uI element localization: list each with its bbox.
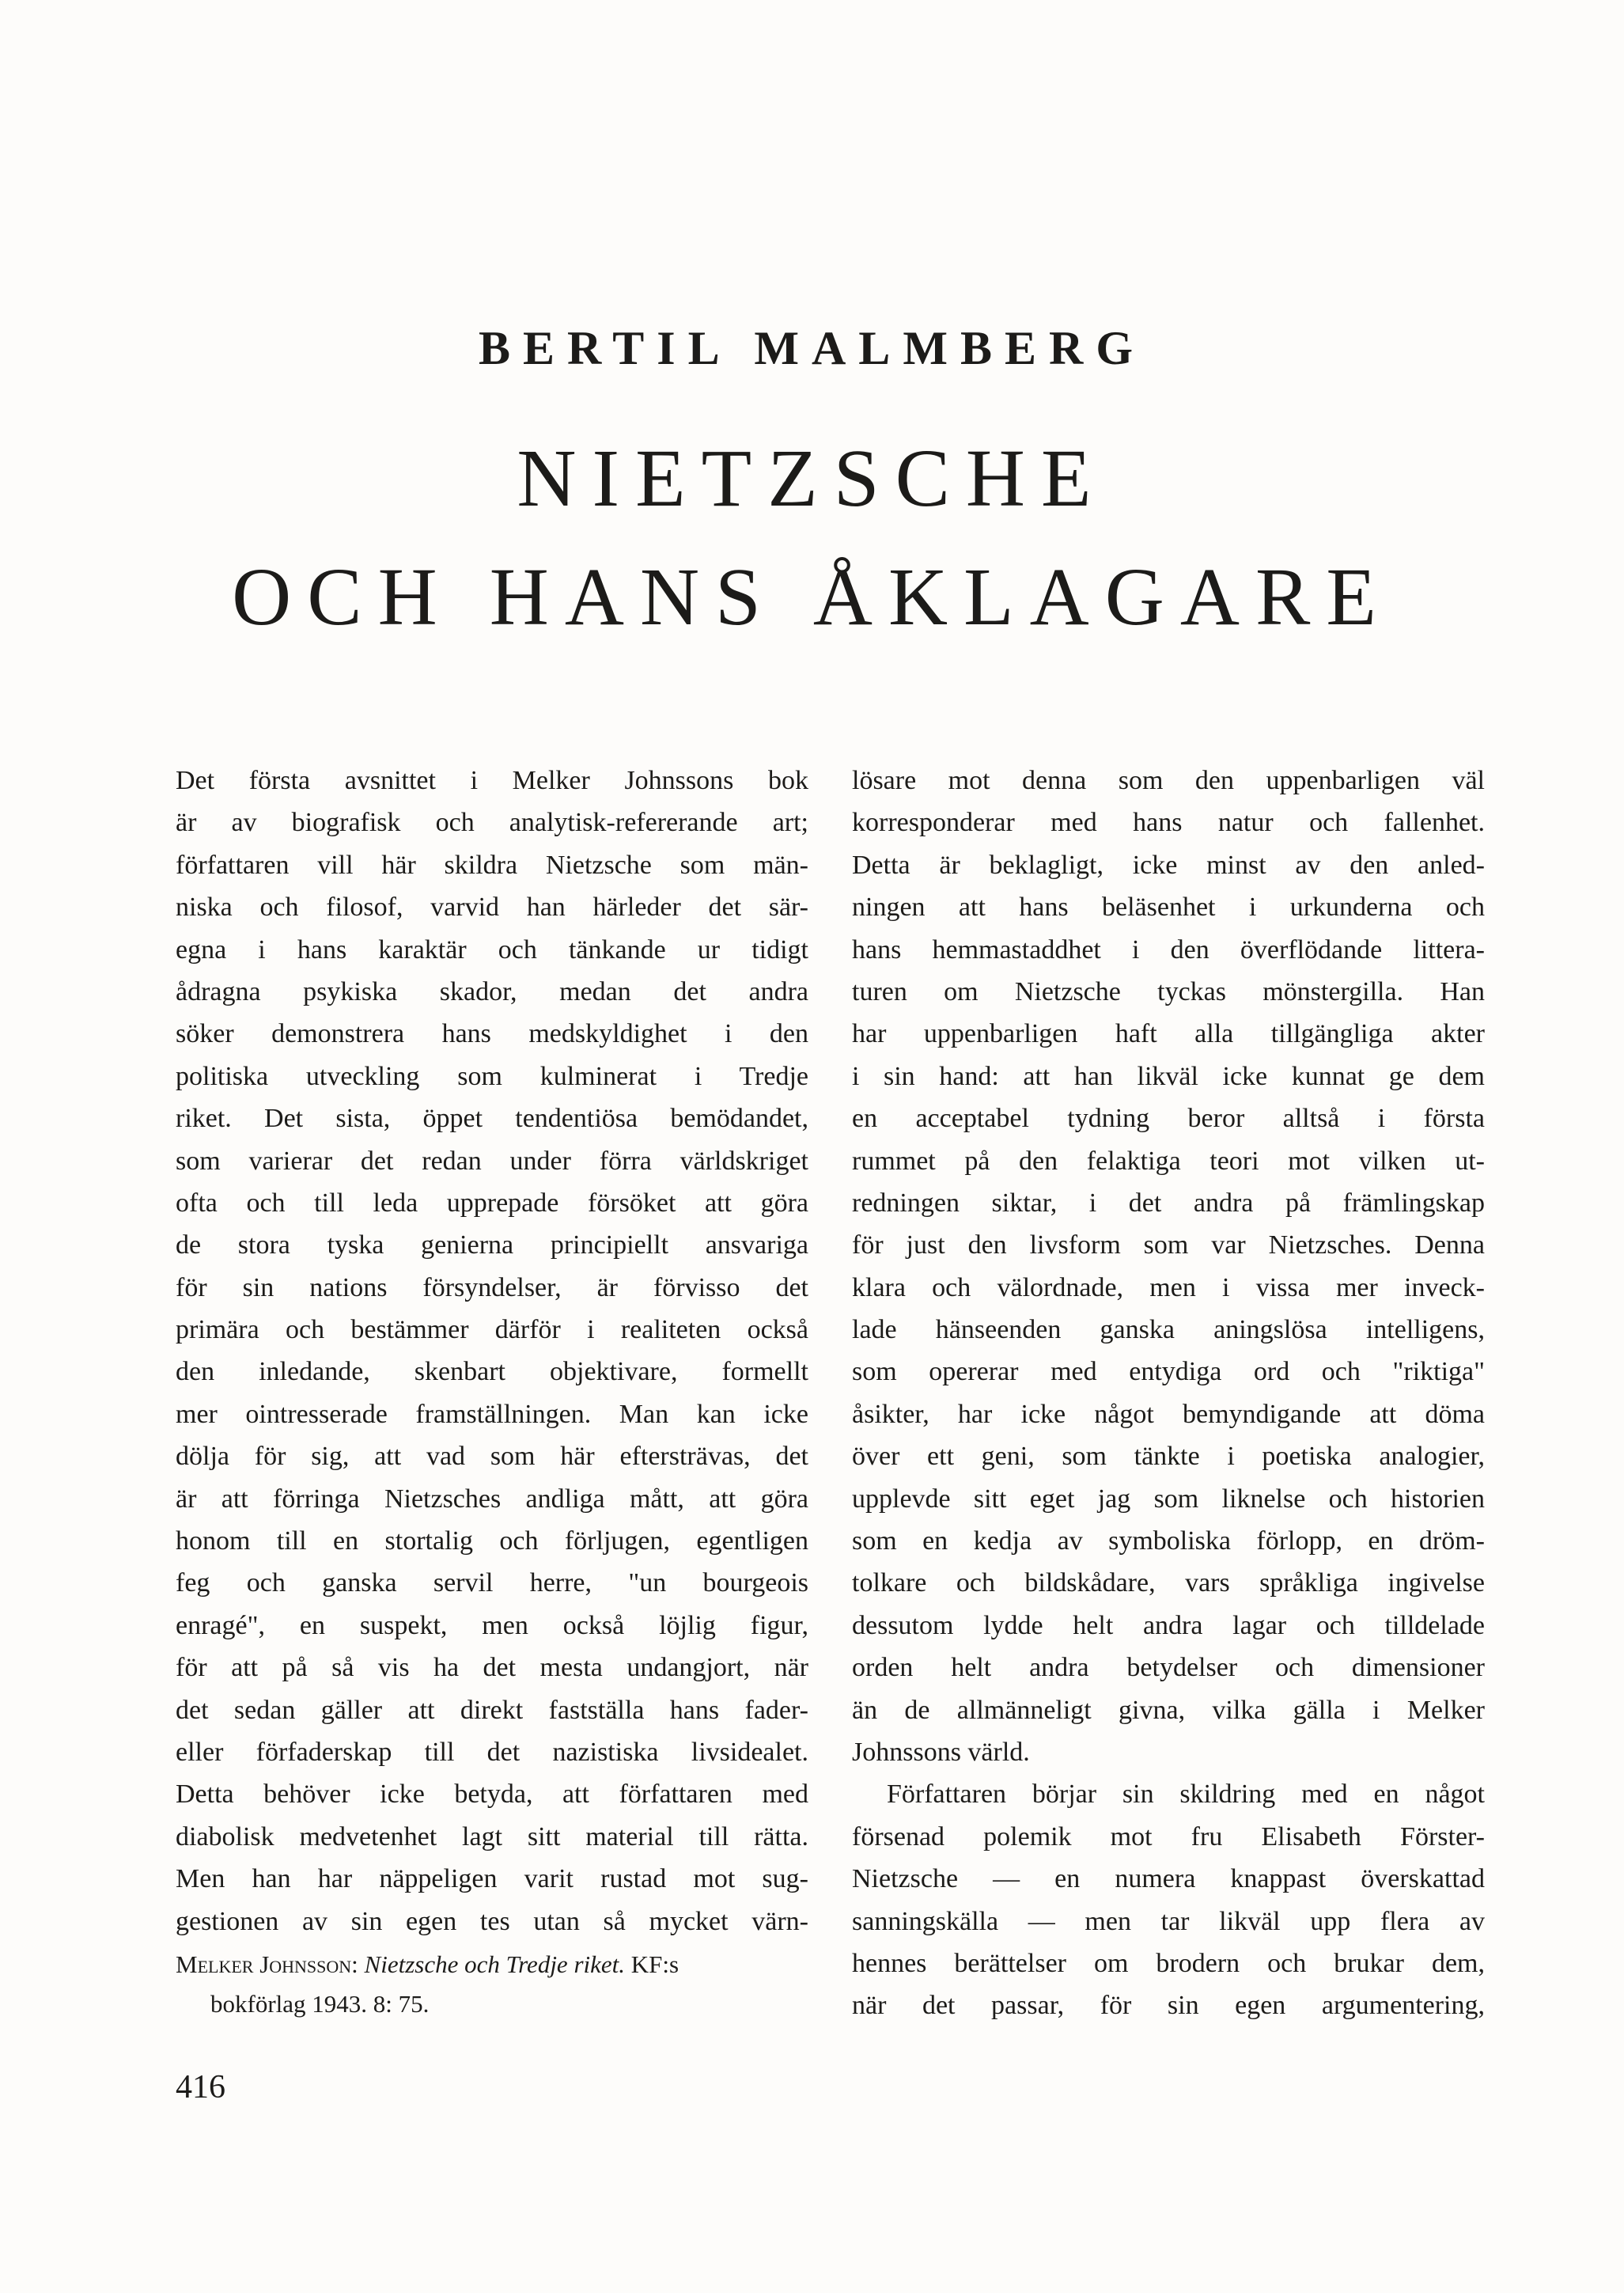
- left-column-line: gestionen av sin egen tes utan så mycket värn-: [176, 1906, 808, 1936]
- right-column-line: ningen att hans beläsenhet i urkunderna och: [852, 893, 1485, 923]
- article-title-line-1: NIETZSCHE: [517, 433, 1107, 524]
- right-column-line: lösare mot denna som den uppenbarligen väl: [852, 766, 1485, 795]
- left-column-line: Det första avsnittet i Melker Johnssons bok: [176, 766, 808, 795]
- right-column-line: Johnssons värld.: [852, 1737, 1030, 1767]
- left-column-line: Detta behöver icke betyda, att författaren med: [176, 1779, 808, 1810]
- left-column-line: diabolisk medvetenhet lagt sitt material till rätta.: [176, 1821, 808, 1851]
- footnote-book-title: Nietzsche och Tredje riket.: [364, 1950, 625, 1978]
- left-column-line: enragé", en suspekt, men också löjlig figur,: [176, 1610, 808, 1640]
- right-column-line: har uppenbarligen haft alla tillgängliga akter: [852, 1019, 1485, 1049]
- left-column-line: för sin nations försyndelser, är förvisso det: [176, 1272, 808, 1302]
- left-column-line: Men han har näppeligen varit rustad mot sug-: [176, 1864, 808, 1894]
- left-column-line: dölja för sig, att vad som här eftersträvas, det: [176, 1442, 808, 1472]
- right-column-line: när det passar, för sin egen argumentering,: [852, 1991, 1485, 2021]
- right-column-line: Nietzsche — en numera knappast överskattad: [852, 1864, 1485, 1894]
- left-column-line: det sedan gäller att direkt fastställa hans fader-: [176, 1695, 808, 1725]
- right-column-line: upplevde sitt eget jag som liknelse och historien: [852, 1484, 1485, 1514]
- left-column-line: söker demonstrera hans medskyldighet i den: [176, 1019, 808, 1049]
- left-column-line: riket. Det sista, öppet tendentiösa bemödandet,: [176, 1104, 808, 1134]
- right-column-line: dessutom lydde helt andra lagar och tilldelade: [852, 1610, 1485, 1640]
- right-column-line: över ett geni, som tänkte i poetiska analogier,: [852, 1442, 1485, 1472]
- right-column-line: hans hemmastaddhet i den överflödande littera-: [852, 934, 1485, 965]
- right-column-line: redningen siktar, i det andra på främlingskap: [852, 1188, 1485, 1218]
- right-column-line: tolkare och bildskådare, vars språkliga ingivelse: [852, 1568, 1485, 1598]
- left-column-line: författaren vill här skildra Nietzsche som män-: [176, 850, 808, 880]
- right-text-column: [852, 760, 1485, 2027]
- footnote-publisher: KF:s: [625, 1950, 680, 1978]
- left-column-line: den inledande, skenbart objektivare, formellt: [176, 1357, 808, 1387]
- left-column-line: för att på så vis ha det mesta undangjort, när: [176, 1653, 808, 1683]
- article-author: BERTIL MALMBERG: [479, 322, 1145, 374]
- right-column-line: hennes berättelser om brodern och brukar dem,: [852, 1948, 1485, 1978]
- left-column-line: mer ointresserade framställningen. Man kan icke: [176, 1399, 808, 1429]
- left-column-line: är av biografisk och analytisk-refererande art;: [176, 808, 808, 838]
- right-column-line: Detta är beklagligt, icke minst av den anled-: [852, 850, 1485, 880]
- left-column-line: som varierar det redan under förra världskriget: [176, 1146, 808, 1176]
- left-column-line: de stora tyska genierna principiellt ansvariga: [176, 1230, 808, 1260]
- right-column-line: åsikter, har icke något bemyndigande att döma: [852, 1399, 1485, 1429]
- left-column-line: egna i hans karaktär och tänkande ur tidigt: [176, 934, 808, 965]
- left-column-line: politiska utveckling som kulminerat i Tredje: [176, 1061, 808, 1091]
- right-column-line: lade hänseenden ganska aningslösa intelligens,: [852, 1315, 1485, 1345]
- right-column-line: än de allmänneligt givna, vilka gälla i Melker: [852, 1695, 1485, 1725]
- left-column-line: niska och filosof, varvid han härleder det sär-: [176, 893, 808, 923]
- footnote-separator: :: [351, 1950, 365, 1978]
- right-column-line: som en kedja av symboliska förlopp, en dröm-: [852, 1526, 1485, 1556]
- right-column-line: en acceptabel tydning beror alltså i första: [852, 1104, 1485, 1134]
- footnote-line-2: bokförlag 1943. 8: 75.: [210, 1990, 430, 2018]
- right-column-line: turen om Nietzsche tyckas mönstergilla. Han: [852, 976, 1485, 1006]
- right-column-line: klara och välordnade, men i vissa mer inveck-: [852, 1272, 1485, 1302]
- right-column-line: för just den livsform som var Nietzsches. Denna: [852, 1230, 1485, 1260]
- right-column-line: som opererar med entydiga ord och "riktiga": [852, 1357, 1485, 1387]
- left-column-line: ofta och till leda upprepade försöket att göra: [176, 1188, 808, 1218]
- right-column-line: sanningskälla — men tar likväl upp flera av: [852, 1906, 1485, 1936]
- right-column-line: rummet på den felaktiga teori mot vilken ut-: [852, 1146, 1485, 1176]
- page-number: 416: [176, 2069, 225, 2105]
- right-column-line: försenad polemik mot fru Elisabeth Förster-: [852, 1821, 1485, 1851]
- left-column-line: ådragna psykiska skador, medan det andra: [176, 976, 808, 1006]
- right-column-line: Författaren börjar sin skildring med en något: [887, 1779, 1485, 1810]
- article-title-line-2: OCH HANS ÅKLAGARE: [232, 551, 1392, 642]
- right-column-line: orden helt andra betydelser och dimensioner: [852, 1653, 1485, 1683]
- left-column-line: honom till en stortalig och förljugen, egentligen: [176, 1526, 808, 1556]
- footnote: [176, 1945, 808, 2024]
- left-column-line: primära och bestämmer därför i realiteten också: [176, 1315, 808, 1345]
- left-column-line: eller förfaderskap till det nazistiska livsidealet.: [176, 1737, 808, 1767]
- footnote-author: Melker Johnsson: [176, 1950, 352, 1978]
- left-text-column: [176, 760, 808, 1942]
- right-column-line: i sin hand: att han likväl icke kunnat ge dem: [852, 1061, 1485, 1091]
- left-column-line: är att förringa Nietzsches andliga mått, att göra: [176, 1484, 808, 1514]
- right-column-line: korresponderar med hans natur och fallenhet.: [852, 808, 1485, 838]
- left-column-line: feg och ganska servil herre, "un bourgeois: [176, 1568, 808, 1598]
